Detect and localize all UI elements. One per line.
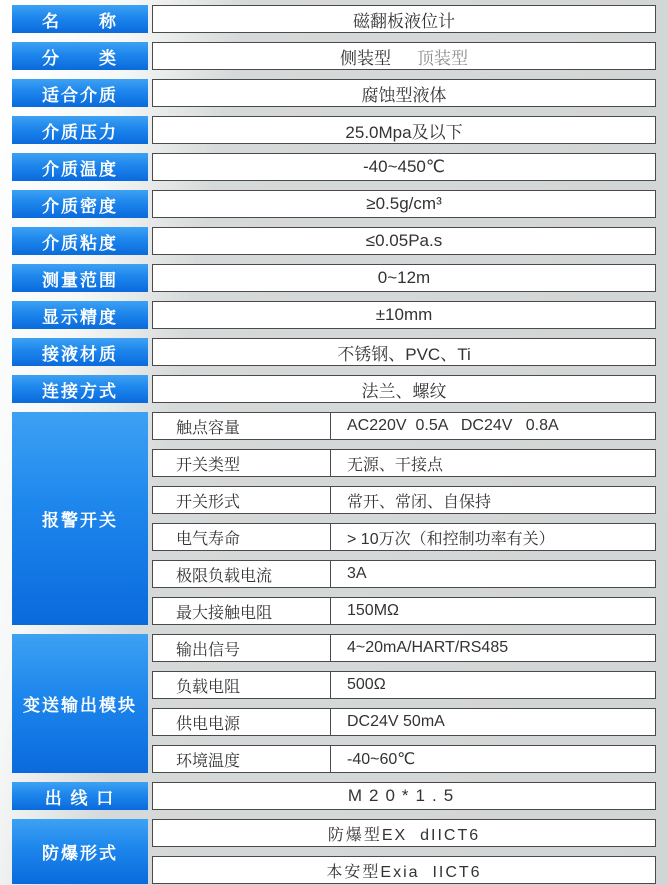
spec-value-media-viscosity: ≤0.05Pa.s bbox=[152, 227, 656, 255]
alarm-row-switch-type bbox=[152, 449, 656, 477]
spec-row-media-temperature bbox=[12, 153, 656, 181]
alarm-row-limit-load-current bbox=[152, 560, 656, 588]
transmitter-row-power-supply bbox=[152, 708, 656, 736]
explosion-proof-row-exia bbox=[152, 856, 656, 884]
alarm-limit-load-current-value: 3A bbox=[347, 565, 367, 582]
transmitter-output-signal-value: 4~20mA/HART/RS485 bbox=[347, 639, 509, 656]
spec-label-media-viscosity: 介质粘度 bbox=[12, 227, 148, 255]
category-top-mounted: 顶装型 bbox=[417, 48, 468, 68]
spec-value-media-pressure: 25.0Mpa及以下 bbox=[152, 116, 656, 144]
spec-row-media-pressure bbox=[12, 116, 656, 144]
transmitter-output-signal-label: 输出信号 bbox=[153, 635, 331, 661]
transmitter-module-group bbox=[12, 634, 656, 773]
transmitter-load-resistance-value: 500Ω bbox=[347, 676, 386, 693]
alarm-electrical-life-value: > 10万次（和控制功率有关） bbox=[347, 530, 555, 548]
spec-label-category: 分 类 bbox=[12, 42, 148, 70]
spec-row-media-density bbox=[12, 190, 656, 218]
explosion-proof-exia-value: 本安型Exia IICT6 bbox=[326, 863, 482, 881]
spec-value-connection-type: 法兰、螺纹 bbox=[152, 375, 656, 403]
spec-row-media-viscosity bbox=[12, 227, 656, 255]
spec-value-display-accuracy: ±10mm bbox=[152, 301, 656, 329]
spec-value-category bbox=[152, 42, 656, 70]
spec-label-media-density: 介质密度 bbox=[12, 190, 148, 218]
alarm-switch-group bbox=[12, 412, 656, 625]
explosion-proof-row-ex bbox=[152, 819, 656, 847]
transmitter-module-subtable bbox=[152, 634, 656, 773]
alarm-contact-capacity-label: 触点容量 bbox=[153, 413, 331, 439]
alarm-switch-type-label: 开关类型 bbox=[153, 450, 331, 476]
spec-value-wetted-material: 不锈钢、PVC、Ti bbox=[152, 338, 656, 366]
transmitter-ambient-temperature-value: -40~60℃ bbox=[347, 751, 416, 768]
alarm-max-contact-resistance-label: 最大接触电阻 bbox=[153, 598, 331, 624]
spec-label-name: 名 称 bbox=[12, 5, 148, 33]
alarm-row-electrical-life bbox=[152, 523, 656, 551]
spec-row-category bbox=[12, 42, 656, 70]
alarm-max-contact-resistance-value: 150MΩ bbox=[347, 602, 399, 619]
alarm-electrical-life-label: 电气寿命 bbox=[153, 524, 331, 550]
spec-value-cable-entry: M20*1.5 bbox=[152, 782, 656, 810]
explosion-proof-group bbox=[12, 819, 656, 884]
alarm-switch-type-value: 无源、干接点 bbox=[347, 456, 444, 474]
spec-row-wetted-material bbox=[12, 338, 656, 366]
spec-value-media-density: ≥0.5g/cm³ bbox=[152, 190, 656, 218]
spec-row-name bbox=[12, 5, 656, 33]
transmitter-power-supply-value: DC24V 50mA bbox=[347, 713, 445, 730]
alarm-switch-subtable bbox=[152, 412, 656, 625]
spec-label-display-accuracy: 显示精度 bbox=[12, 301, 148, 329]
alarm-switch-form-value: 常开、常闭、自保持 bbox=[347, 493, 492, 511]
spec-label-cable-entry: 出 线 口 bbox=[12, 782, 148, 810]
spec-label-media-temperature: 介质温度 bbox=[12, 153, 148, 181]
transmitter-row-ambient-temperature bbox=[152, 745, 656, 773]
transmitter-power-supply-label: 供电电源 bbox=[153, 709, 331, 735]
alarm-row-switch-form bbox=[152, 486, 656, 514]
spec-value-media-temperature: -40~450℃ bbox=[152, 153, 656, 181]
category-side-mounted: 侧装型 bbox=[340, 48, 391, 68]
spec-value-name: 磁翻板液位计 bbox=[152, 5, 656, 33]
alarm-row-contact-capacity bbox=[152, 412, 656, 440]
alarm-row-max-contact-resistance bbox=[152, 597, 656, 625]
explosion-proof-group-label: 防爆形式 bbox=[12, 819, 148, 884]
alarm-switch-form-label: 开关形式 bbox=[153, 487, 331, 513]
spec-row-display-accuracy bbox=[12, 301, 656, 329]
alarm-contact-capacity-value: AC220V 0.5A DC24V 0.8A bbox=[347, 417, 559, 434]
spec-label-connection-type: 连接方式 bbox=[12, 375, 148, 403]
transmitter-row-output-signal bbox=[152, 634, 656, 662]
alarm-limit-load-current-label: 极限负载电流 bbox=[153, 561, 331, 587]
spec-value-measuring-range: 0~12m bbox=[152, 264, 656, 292]
spec-row-cable-entry bbox=[12, 782, 656, 810]
spec-label-measuring-range: 测量范围 bbox=[12, 264, 148, 292]
transmitter-load-resistance-label: 负载电阻 bbox=[153, 672, 331, 698]
spec-row-suitable-media bbox=[12, 79, 656, 107]
spec-label-suitable-media: 适合介质 bbox=[12, 79, 148, 107]
spec-label-wetted-material: 接液材质 bbox=[12, 338, 148, 366]
spec-row-measuring-range bbox=[12, 264, 656, 292]
transmitter-module-group-label: 变送输出模块 bbox=[12, 634, 148, 773]
transmitter-row-load-resistance bbox=[152, 671, 656, 699]
spec-label-media-pressure: 介质压力 bbox=[12, 116, 148, 144]
spec-row-connection-type bbox=[12, 375, 656, 403]
explosion-proof-ex-value: 防爆型EX dIICT6 bbox=[327, 826, 481, 844]
alarm-switch-group-label: 报警开关 bbox=[12, 412, 148, 625]
spec-value-suitable-media: 腐蚀型液体 bbox=[152, 79, 656, 107]
transmitter-ambient-temperature-label: 环境温度 bbox=[153, 746, 331, 772]
explosion-proof-subtable bbox=[152, 819, 656, 884]
